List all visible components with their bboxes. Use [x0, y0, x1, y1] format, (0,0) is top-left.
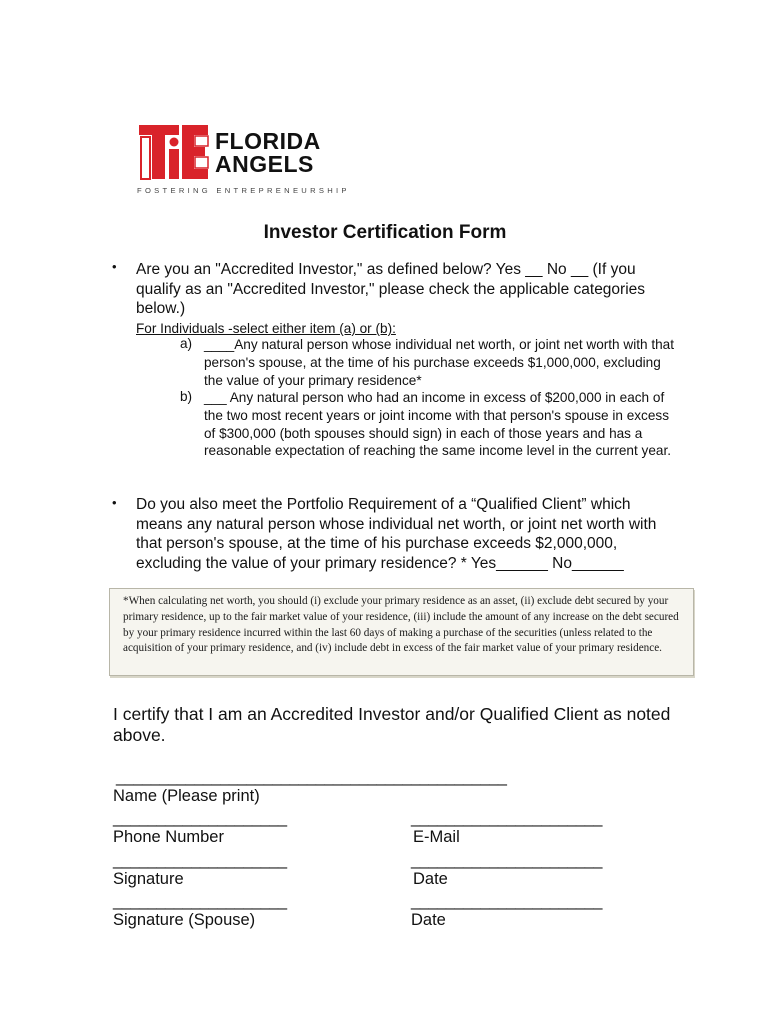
phone-line[interactable]: ____________________ [113, 809, 287, 827]
date-line[interactable]: ______________________ [411, 851, 602, 869]
qualified-client-question: Do you also meet the Portfolio Requirement of a “Qualified Client” which means any natural person whose individual net worth, or joint net worth with that person's spouse, at the time of his purchase exceeds $2,000,000, excluding the value of your primary residence? * Yes______ No______ [136, 496, 657, 572]
logo-text-angels: ANGELS [215, 151, 314, 177]
item-b-text: ___ Any natural person who had an income in excess of $200,000 in each of the two most recent years or joint income with that person's spouse in excess of $300,000 (both spouses should sign) in each of those years and has a reasonable expectation of reaching the same income level in the current year. [204, 390, 671, 459]
spouse-signature-line[interactable]: ____________________ [113, 892, 287, 910]
name-label: Name (Please print) [113, 787, 260, 805]
signature-line[interactable]: ____________________ [113, 851, 287, 869]
bullet-icon: • [112, 259, 117, 274]
item-a-marker: a) [180, 336, 193, 351]
phone-label: Phone Number [113, 828, 224, 846]
email-line[interactable]: ______________________ [411, 809, 602, 827]
spouse-date-line[interactable]: ______________________ [411, 892, 602, 910]
item-b-marker: b) [180, 389, 193, 404]
individuals-heading: For Individuals -select either item (a) or (b): [136, 321, 396, 336]
bullet-icon: • [112, 495, 117, 510]
item-a-text: ____Any natural person whose individual net worth, or joint net worth with that person's spouse, at the time of his purchase exceeds $1,000,000, excluding the value of your primary residence* [204, 337, 675, 388]
spouse-signature-label: Signature (Spouse) [113, 911, 256, 929]
florida-angels-logo [137, 123, 350, 195]
certification-statement: I certify that I am an Accredited Investor and/or Qualified Client as noted above. [113, 704, 671, 745]
net-worth-note-box [109, 588, 694, 676]
date-label: Date [413, 870, 448, 888]
logo-tagline: FOSTERING ENTREPRENEURSHIP [137, 186, 350, 195]
logo-text-florida: FLORIDA [215, 128, 321, 154]
net-worth-note-text: *When calculating net worth, you should (i) exclude your primary residence as an asset, (ii) exclude debt secured by your primary residence, up to the fair market value of your residence, (iii) include the amount of any increase on the debt secured by your primary residence incurred within the last 60 days of making a purchase of the securities (unless related to the acquisition of your primary residence, and (iv) include debt in excess of the fair market value of your primary residence. [123, 595, 679, 655]
signature-label: Signature [113, 870, 184, 888]
tie-logo-mark-icon [137, 123, 210, 181]
spouse-date-label: Date [411, 911, 446, 929]
accredited-investor-question: Are you an "Accredited Investor," as defined below? Yes __ No __ (If you qualify as an "Accredited Investor," please check the applicable categories below.) [136, 261, 646, 317]
name-line[interactable]: _____________________________________________ [116, 768, 507, 786]
email-label: E-Mail [413, 828, 460, 846]
form-title: Investor Certification Form [263, 222, 507, 243]
